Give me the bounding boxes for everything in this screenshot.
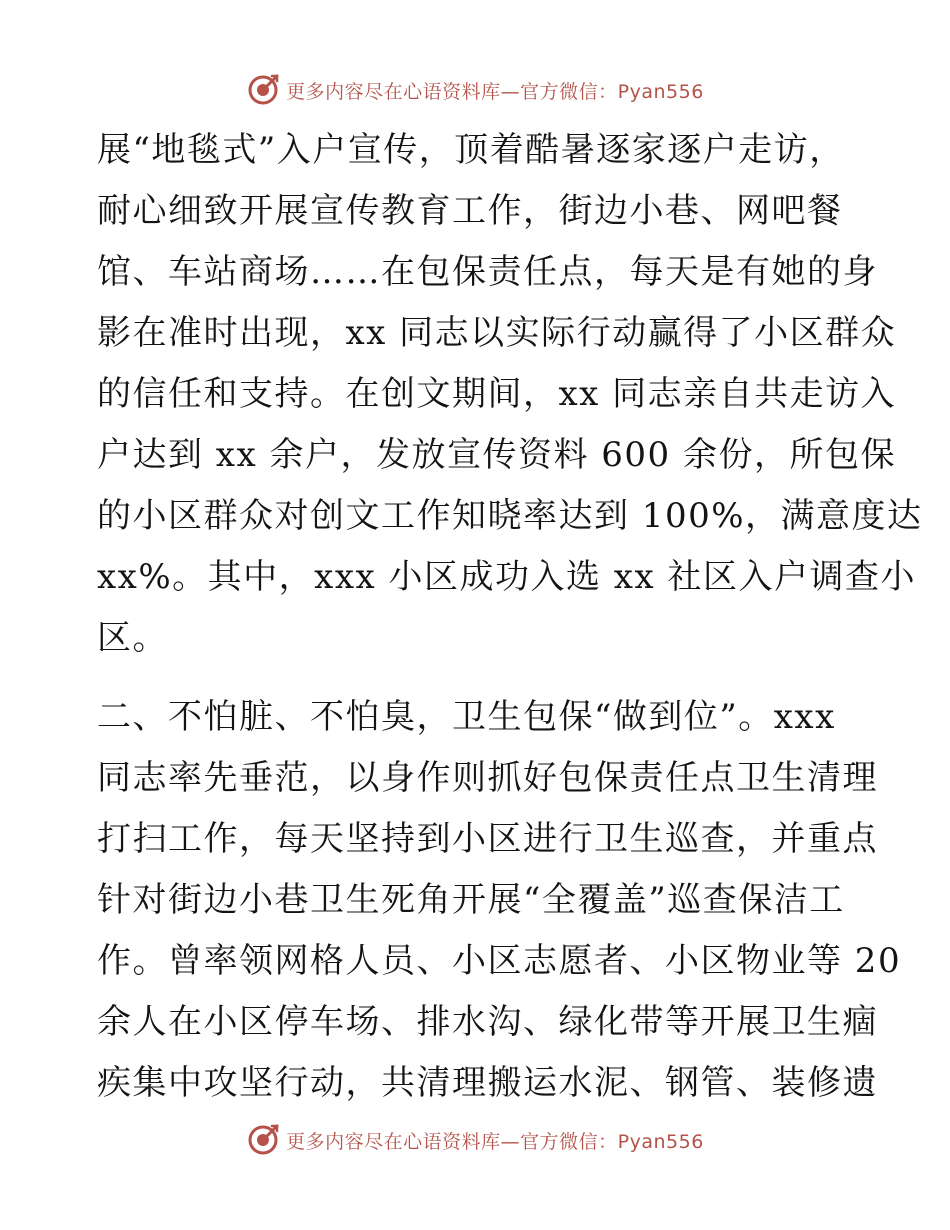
paragraph-1-line-6: 户达到 xx 余户，发放宣传资料 600 余份，所包保 <box>97 435 896 475</box>
paragraph-2-line-2: 同志率先垂范，以身作则抓好包保责任点卫生清理 <box>97 758 878 798</box>
paragraph-2-line-5: 作。曾率领网格人员、小区志愿者、小区物业等 20 <box>97 941 902 981</box>
logo-icon <box>246 1123 280 1157</box>
paragraph-1-line-4: 影在准时出现，xx 同志以实际行动赢得了小区群众 <box>97 313 897 353</box>
footer-banner-text: 更多内容尽在心语资料库—官方微信：Pyan556 <box>286 1130 704 1153</box>
header-banner <box>0 70 950 110</box>
footer-banner <box>0 1120 950 1160</box>
paragraph-1-line-2: 耐心细致开展宣传教育工作，街边小巷、网吧餐 <box>97 191 843 231</box>
paragraph-1-line-8: xx%。其中，xxx 小区成功入选 xx 社区入户调查小 <box>97 557 916 597</box>
paragraph-2-line-6: 余人在小区停车场、排水沟、绿化带等开展卫生痼 <box>97 1002 878 1042</box>
paragraph-1-line-5: 的信任和支持。在创文期间，xx 同志亲自共走访入 <box>97 374 897 414</box>
paragraph-2-line-1: 二、不怕脏、不怕臭，卫生包保“做到位”。xxx <box>97 697 836 737</box>
logo-icon <box>246 73 280 107</box>
paragraph-1-line-9: 区。 <box>97 618 168 658</box>
document-body <box>97 120 923 1114</box>
paragraph-gap <box>97 669 867 687</box>
paragraph-1-line-1: 展“地毯式”入户宣传，顶着酷暑逐家逐户走访， <box>97 130 845 170</box>
paragraph-2-line-7: 疾集中攻坚行动，共清理搬运水泥、钢管、装修遗 <box>97 1063 878 1103</box>
paragraph-2 <box>97 687 902 1114</box>
paragraph-1-line-7: 的小区群众对创文工作知晓率达到 100%，满意度达 <box>97 496 923 536</box>
paragraph-2-line-4: 针对街边小巷卫生死角开展“全覆盖”巡查保洁工 <box>97 880 845 920</box>
paragraph-1-line-3: 馆、车站商场……在包保责任点，每天是有她的身 <box>97 252 878 292</box>
header-banner-text: 更多内容尽在心语资料库—官方微信：Pyan556 <box>286 80 704 103</box>
paragraph-2-line-3: 打扫工作，每天坚持到小区进行卫生巡查，并重点 <box>97 819 878 859</box>
paragraph-1 <box>97 120 923 669</box>
